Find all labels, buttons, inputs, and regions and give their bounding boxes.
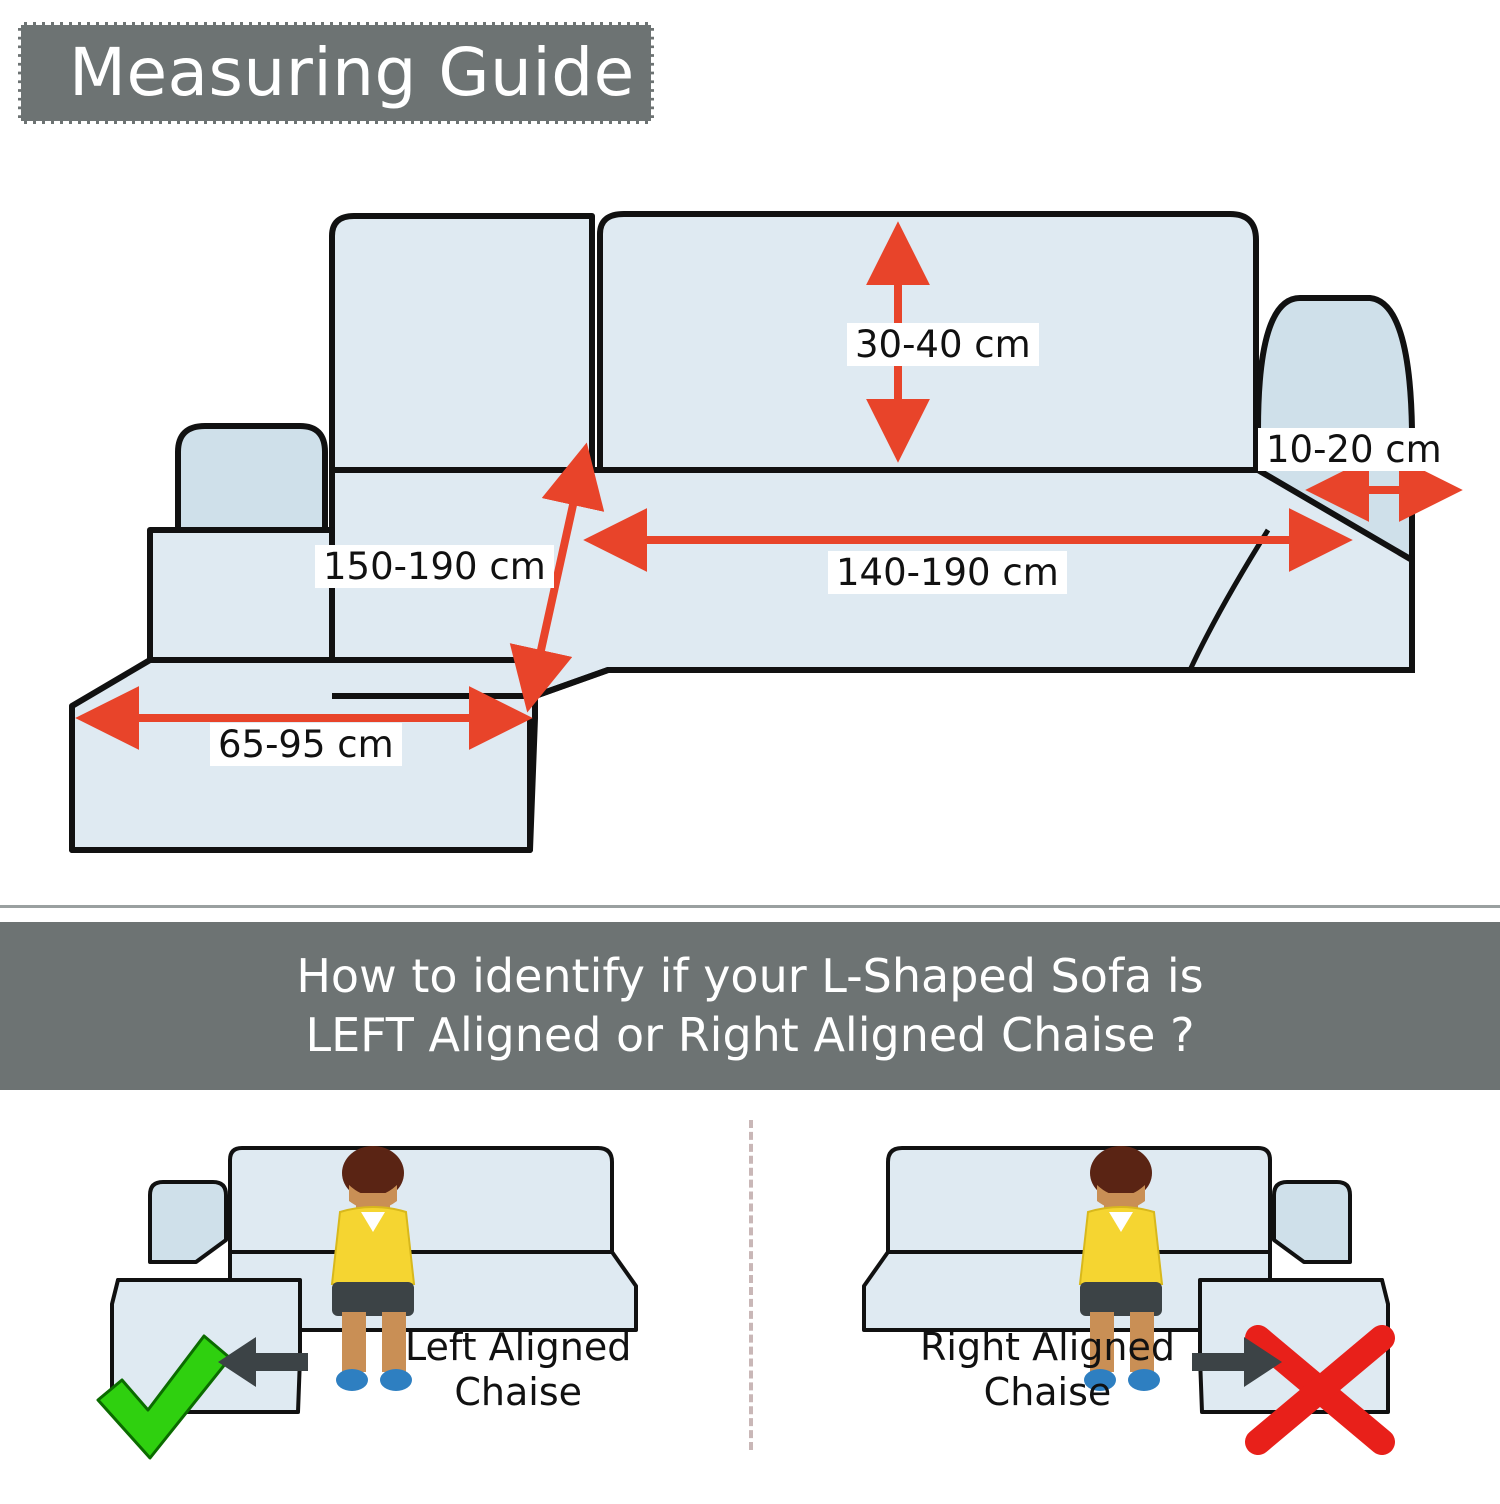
sofa-diagram	[0, 130, 1500, 910]
dimension-label-chaise-length: 150-190 cm	[315, 545, 554, 588]
caption-left-line1: Left Aligned	[405, 1325, 632, 1369]
vertical-dashed-divider	[749, 1120, 753, 1450]
caption-left-aligned	[405, 1325, 631, 1415]
section-divider	[0, 905, 1500, 908]
dimension-label-armrest-depth: 10-20 cm	[1258, 428, 1450, 471]
dimension-label-backrest-height: 30-40 cm	[847, 323, 1039, 366]
header-banner	[18, 22, 654, 124]
comparison-section	[0, 1090, 1500, 1500]
caption-right-line1: Right Aligned	[920, 1325, 1175, 1369]
question-line-2: LEFT Aligned or Right Aligned Chaise ?	[305, 1008, 1195, 1062]
caption-right-aligned	[920, 1325, 1175, 1415]
dimension-label-chaise-width: 65-95 cm	[210, 723, 402, 766]
page-title: Measuring Guide	[69, 34, 635, 111]
backrest-cushion-left	[332, 216, 592, 470]
dimension-label-seat-length: 140-190 cm	[828, 551, 1067, 594]
sofa-diagram-svg	[0, 130, 1500, 910]
question-line-1: How to identify if your L-Shaped Sofa is	[296, 949, 1204, 1004]
caption-right-line2: Chaise	[983, 1369, 1112, 1414]
caption-left-line2: Chaise	[454, 1369, 583, 1414]
question-banner	[0, 922, 1500, 1090]
